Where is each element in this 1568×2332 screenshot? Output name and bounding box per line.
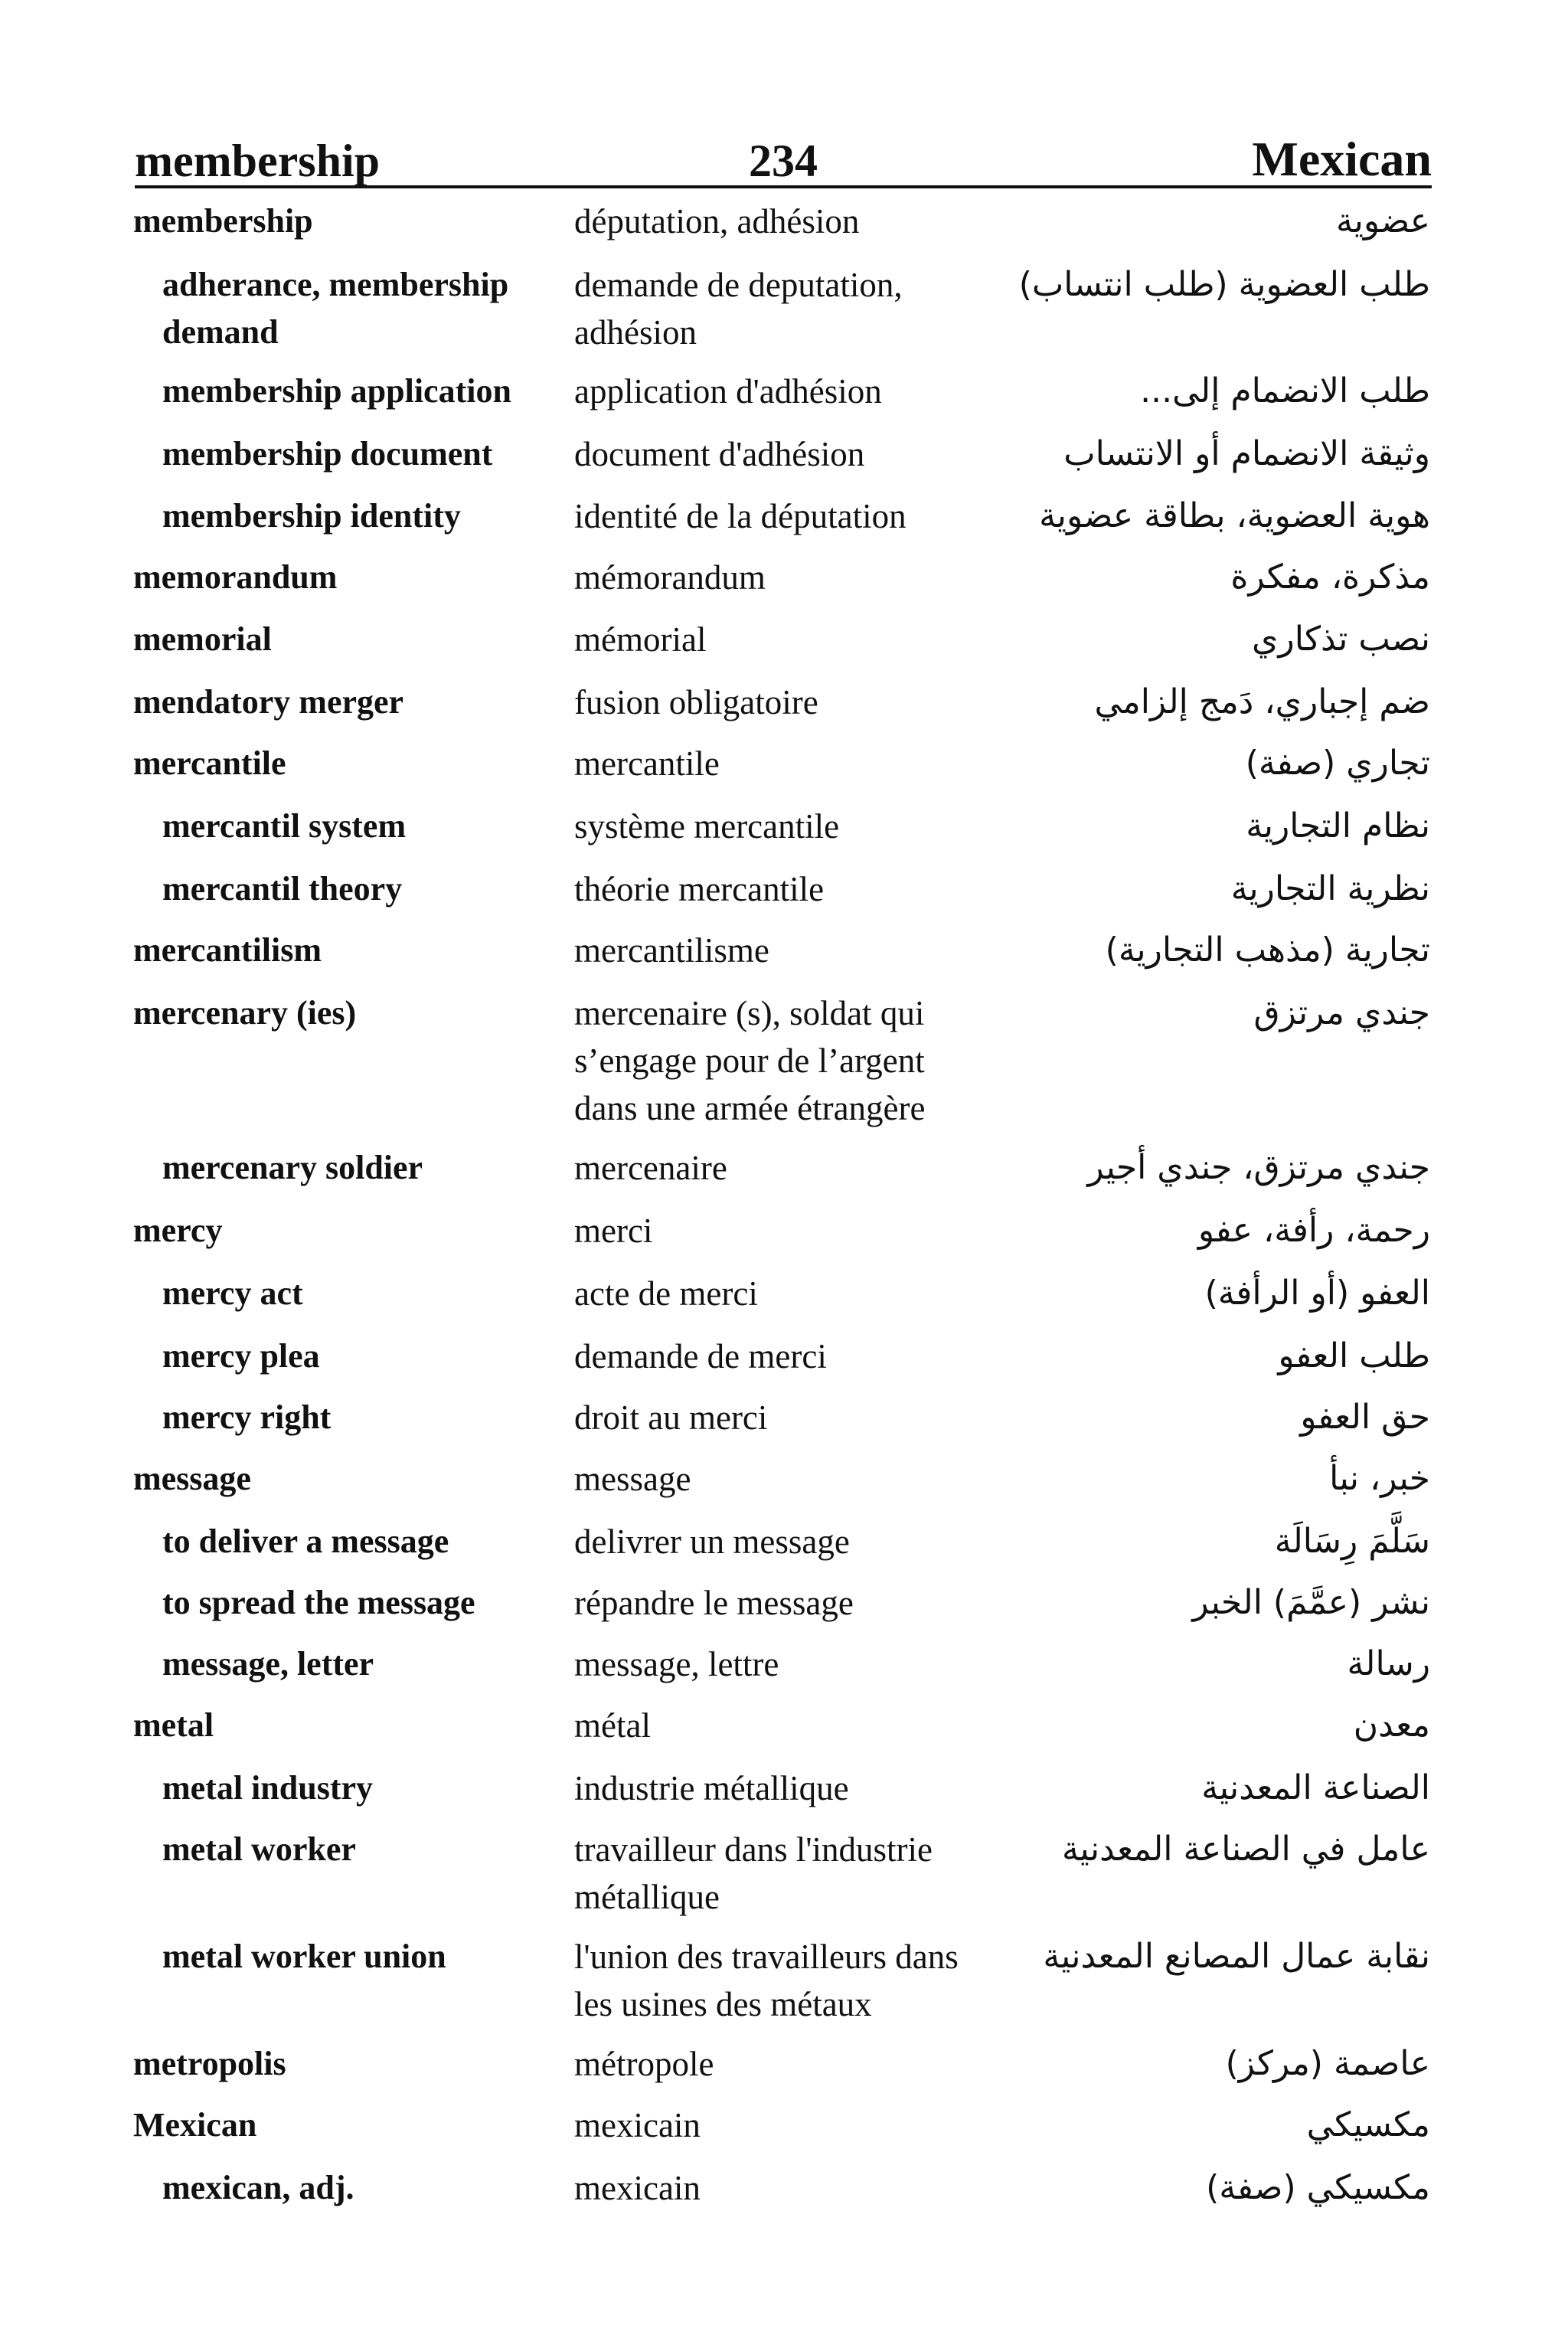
french-translation: droit au merci: [574, 1398, 768, 1437]
arabic-translation: ضم إجباري، دَمج إلزامي: [1094, 682, 1430, 721]
french-translation: acte de merci: [574, 1274, 758, 1313]
arabic-translation: تجاري (صفة): [1245, 744, 1430, 783]
french-translation: mercenaire (s), soldat qui s’engage pour de l’argent dans une armée étrangère: [574, 994, 926, 1127]
english-term: mercantile: [133, 744, 286, 782]
english-term: metal worker: [162, 1830, 356, 1868]
arabic-translation: معدن: [1353, 1706, 1430, 1745]
english-term: membership document: [162, 435, 493, 473]
french-translation: métal: [574, 1706, 651, 1745]
english-term: mercantil theory: [162, 870, 403, 908]
arabic-translation: نصب تذكاري: [1252, 620, 1430, 659]
arabic-translation: مكسيكي (صفة): [1206, 2168, 1430, 2207]
arabic-translation: جندي مرتزق: [1253, 993, 1430, 1032]
arabic-translation: عامل في الصناعة المعدنية: [1061, 1830, 1430, 1869]
arabic-translation: طلب الانضمام إلى...: [1140, 371, 1430, 410]
english-term: message, letter: [162, 1645, 374, 1683]
arabic-translation: نظام التجارية: [1246, 806, 1430, 845]
arabic-translation: طلب العفو: [1278, 1336, 1430, 1375]
english-term: mercy plea: [162, 1337, 320, 1375]
english-term: metal: [133, 1706, 214, 1744]
english-term: mendatory merger: [133, 683, 404, 721]
arabic-translation: جندي مرتزق، جندي أجير: [1087, 1148, 1430, 1187]
arabic-translation: مذكرة، مفكرة: [1230, 558, 1430, 597]
english-term: mexican, adj.: [162, 2169, 354, 2206]
arabic-translation: نظرية التجارية: [1230, 869, 1430, 908]
french-translation: l'union des travailleurs dans les usines des métaux: [574, 1938, 959, 2023]
english-term: metal industry: [162, 1769, 373, 1807]
arabic-translation: نشر (عمَّمَ) الخبر: [1192, 1583, 1430, 1622]
english-term: adherance, membership demand: [162, 266, 509, 351]
arabic-translation: عاصمة (مركز): [1225, 2044, 1430, 2083]
english-term: Mexican: [133, 2106, 257, 2144]
arabic-translation: نقابة عمال المصانع المعدنية: [1043, 1937, 1430, 1976]
english-term: metal worker union: [162, 1938, 446, 1975]
english-term: memorial: [133, 620, 272, 658]
french-translation: message: [574, 1460, 691, 1498]
french-translation: travailleur dans l'industrie métallique: [574, 1830, 933, 1916]
french-translation: théorie mercantile: [574, 870, 825, 908]
english-term: to deliver a message: [162, 1523, 449, 1560]
french-translation: merci: [574, 1212, 653, 1250]
english-term: memorandum: [133, 558, 338, 596]
arabic-translation: رحمة، رأفة، عفو: [1197, 1211, 1430, 1250]
english-term: membership identity: [162, 497, 461, 535]
english-term: mercantilism: [133, 931, 322, 969]
arabic-translation: سَلَّمَ رِسَالَة: [1274, 1522, 1430, 1561]
french-translation: mexicain: [574, 2106, 701, 2144]
french-translation: identité de la députation: [574, 497, 906, 535]
french-translation: mercenaire: [574, 1149, 727, 1187]
arabic-translation: عضوية: [1336, 201, 1430, 240]
french-translation: mémorial: [574, 620, 707, 659]
french-translation: mercantilisme: [574, 931, 769, 970]
arabic-translation: العفو (أو الرأفة): [1204, 1274, 1430, 1313]
english-term: mercy: [133, 1212, 223, 1249]
arabic-translation: حق العفو: [1300, 1398, 1430, 1437]
arabic-translation: طلب العضوية (طلب انتساب): [1018, 265, 1430, 304]
page-number: 234: [749, 136, 818, 186]
french-translation: application d'adhésion: [574, 372, 882, 410]
french-translation: système mercantile: [574, 807, 840, 845]
french-translation: delivrer un message: [574, 1523, 850, 1561]
arabic-translation: تجارية (مذهب التجارية): [1105, 931, 1430, 970]
french-translation: mercantile: [574, 744, 720, 783]
english-term: message: [133, 1460, 251, 1497]
english-term: to spread the message: [162, 1584, 475, 1621]
french-translation: mémorandum: [574, 558, 766, 597]
header-right-guide-word: Mexican: [1252, 132, 1432, 186]
french-translation: demande de deputation, adhésion: [574, 266, 903, 352]
french-translation: mexicain: [574, 2169, 701, 2207]
english-term: metropolis: [133, 2045, 286, 2082]
arabic-translation: خبر، نبأ: [1329, 1459, 1430, 1498]
english-term: mercy act: [162, 1274, 303, 1312]
arabic-translation: رسالة: [1347, 1644, 1430, 1683]
french-translation: répandre le message: [574, 1584, 854, 1622]
english-term: mercenary (ies): [133, 994, 357, 1032]
english-term: membership application: [162, 372, 511, 410]
french-translation: message, lettre: [574, 1645, 779, 1683]
header-left-guide-word: membership: [135, 136, 380, 186]
english-term: mercy right: [162, 1398, 332, 1436]
french-translation: document d'adhésion: [574, 435, 865, 473]
arabic-translation: الصناعة المعدنية: [1201, 1768, 1430, 1807]
english-term: membership: [133, 202, 313, 240]
english-term: mercenary soldier: [162, 1149, 423, 1186]
french-translation: industrie métallique: [574, 1769, 849, 1807]
arabic-translation: مكسيكي: [1306, 2105, 1430, 2144]
french-translation: métropole: [574, 2045, 714, 2083]
french-translation: demande de merci: [574, 1337, 827, 1375]
french-translation: députation, adhésion: [574, 202, 860, 240]
french-translation: fusion obligatoire: [574, 683, 818, 721]
arabic-translation: وثيقة الانضمام أو الانتساب: [1063, 434, 1430, 473]
arabic-translation: هوية العضوية، بطاقة عضوية: [1039, 496, 1430, 535]
english-term: mercantil system: [162, 807, 407, 845]
